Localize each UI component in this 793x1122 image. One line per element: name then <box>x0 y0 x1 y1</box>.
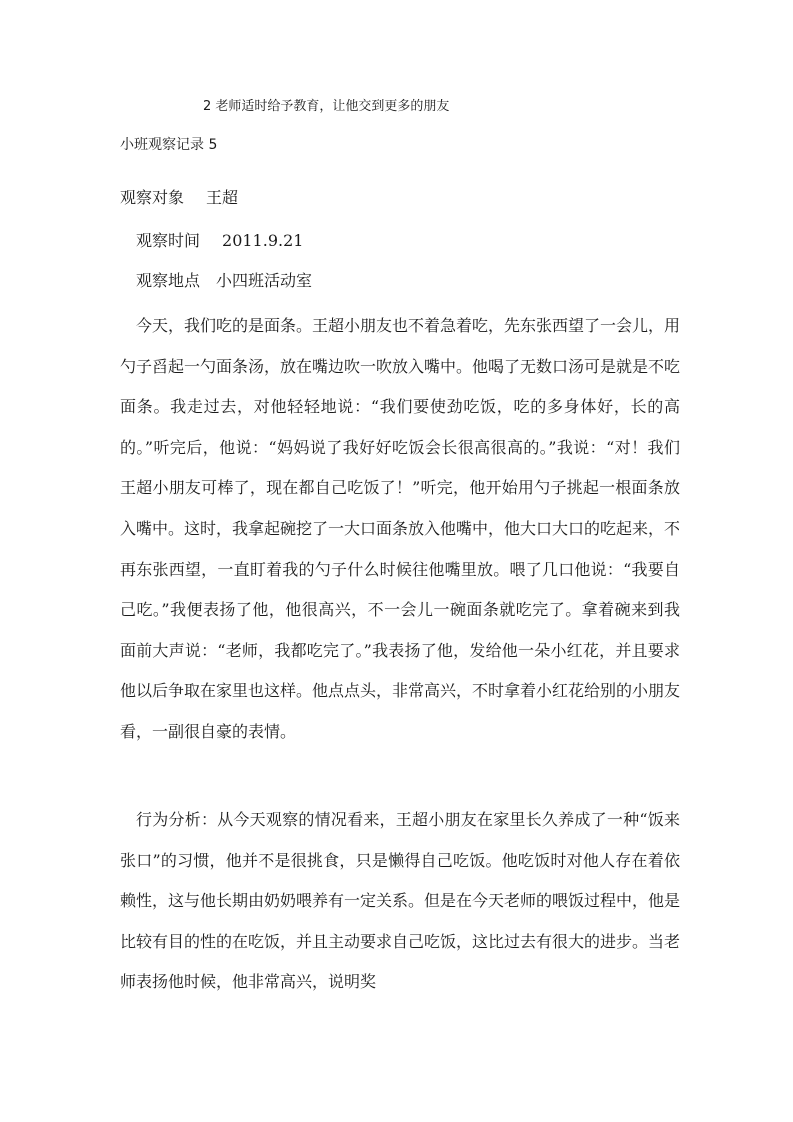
observation-subject-value: 王超 <box>206 188 239 207</box>
observation-time <box>136 229 303 253</box>
observation-place-value: 小四班活动室 <box>216 271 313 290</box>
note-line: 2 老师适时给予教育，让他交到更多的朋友 <box>203 99 450 114</box>
observation-place <box>136 269 312 293</box>
observation-time-label: 观察时间 <box>136 231 201 250</box>
observation-subject-label: 观察对象 <box>120 188 185 207</box>
observation-place-label: 观察地点 <box>136 271 201 290</box>
observation-narrative: 今天，我们吃的是面条。王超小朋友也不着急着吃，先东张西望了一会儿，用勺子舀起一勺面条汤，放在嘴边吹一吹放入嘴中。他喝了无数口汤可是就是不吃面条。我走过去，对他轻轻地说：“我们要使劲吃饭，吃的多身体好，长的高的。”听完后，他说：“妈妈说了我好好吃饭会长很高很高的。”我说：“对！我们王超小朋友可棒了，现在都自己吃饭了！”听完，他开始用勺子挑起一根面条放入嘴中。这时，我拿起碗挖了一大口面条放入他嘴中，他大口大口的吃起来，不再东张西望，一直盯着我的勺子什么时候往他嘴里放。喂了几口他说：“我要自己吃。”我便表扬了他，他很高兴，不一会儿一碗面条就吃完了。拿着碗来到我面前大声说：“老师，我都吃完了。”我表扬了他，发给他一朵小红花，并且要求他以后争取在家里也这样。他点点头，非常高兴，不时拿着小红花给别的小朋友看，一副很自豪的表情。 <box>120 316 681 741</box>
record-title: 小班观察记录 5 <box>120 137 218 153</box>
observation-subject <box>120 186 238 210</box>
observation-time-value: 2011.9.21 <box>222 231 304 250</box>
behavior-analysis: 行为分析：从今天观察的情况看来，王超小朋友在家里长久养成了一种“饭来张口”的习惯，他并不是很挑食，只是懒得自己吃饭。他吃饭时对他人存在着依赖性，这与他长期由奶奶喂养有一定关系。但是在今天老师的喂饭过程中，他是比较有目的性的在吃饭，并且主动要求自己吃饭，这比过去有很大的进步。当老师表扬他时候，他非常高兴，说明奖 <box>120 810 681 992</box>
